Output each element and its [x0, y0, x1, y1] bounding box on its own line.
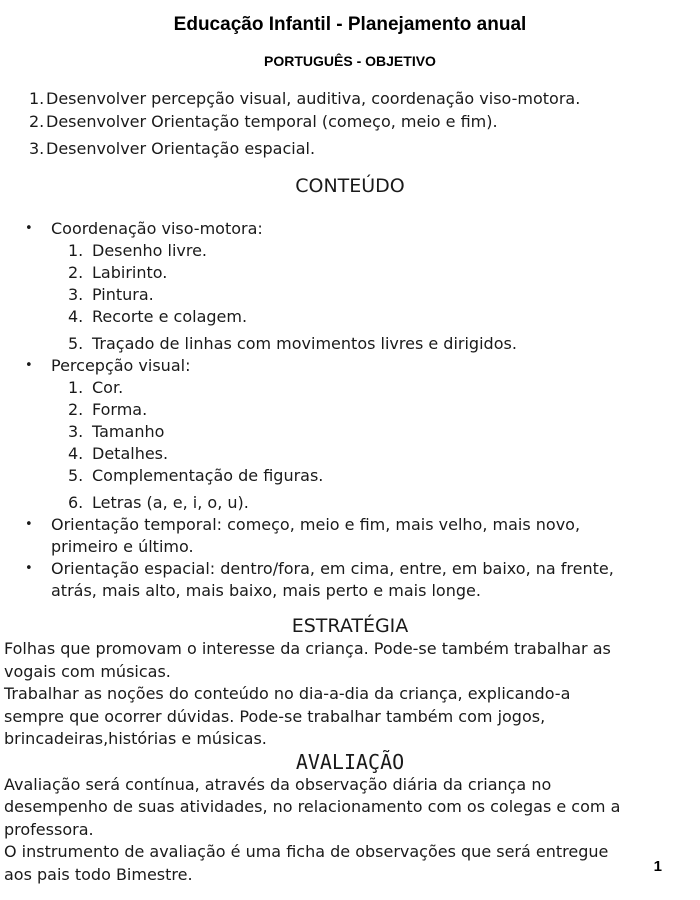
estrategia-paragraphs [4, 638, 696, 751]
bullet-icon: • [25, 358, 33, 373]
topic-label [4, 218, 696, 240]
topic [4, 558, 696, 602]
estrategia-heading: ESTRATÉGIA [291, 615, 409, 637]
list-number: 6. [68, 493, 84, 512]
sublist-item-text: Recorte e colagem. [92, 307, 248, 326]
topic-label-line: Orientação espacial: dentro/fora, em cima, entre, em baixo, na frente, [51, 559, 614, 578]
list-number: 4. [68, 444, 84, 463]
sublist-item-text: Tamanho [92, 422, 165, 441]
objective-text: Desenvolver Orientação espacial. [46, 139, 316, 158]
topic-label-line: Coordenação viso-motora: [51, 219, 263, 238]
list-number: 5. [68, 466, 84, 485]
topic-label-line: Orientação temporal: começo, meio e fim, mais velho, mais novo, [51, 515, 581, 534]
sublist-item-text: Complementação de figuras. [92, 466, 324, 485]
conteudo-heading: CONTEÚDO [295, 175, 405, 197]
sublist-item [4, 240, 696, 262]
avaliacao-line: desempenho de suas atividades, no relacionamento com os colegas e com a [4, 797, 621, 816]
objective-text: Desenvolver Orientação temporal (começo, meio e fim). [46, 112, 498, 131]
topic-label [4, 355, 696, 377]
topic-label-line: atrás, mais alto, mais baixo, mais perto e mais longe. [51, 581, 481, 600]
sublist-item [4, 421, 696, 443]
sublist-item [4, 492, 696, 514]
sublist-item-text: Traçado de linhas com movimentos livres e dirigidos. [92, 334, 517, 353]
avaliacao-heading: AVALIAÇÃO [295, 749, 405, 774]
sublist-item-text: Letras (a, e, i, o, u). [92, 493, 249, 512]
topic-label-line: Percepção visual: [51, 356, 191, 375]
sublist-item [4, 465, 696, 487]
list-number: 2. [68, 400, 84, 419]
list-number: 3. [68, 285, 84, 304]
topic [4, 218, 696, 355]
page-subtitle: PORTUGUÊS - OBJETIVO [264, 53, 436, 69]
sublist-item-text: Cor. [92, 378, 124, 397]
sublist-item [4, 399, 696, 421]
page-number: 1 [653, 858, 662, 875]
topic [4, 355, 696, 514]
topic-label [4, 514, 696, 558]
avaliacao-line: professora. [4, 819, 94, 839]
avaliacao-line: aos pais todo Bimestre. [4, 864, 193, 884]
bullet-icon: • [25, 221, 33, 236]
avaliacao-paragraphs [4, 774, 696, 887]
estrategia-line: sempre que ocorrer dúvidas. Pode-se trabalhar também com jogos, [4, 706, 546, 726]
estrategia-line: vogais com músicas. [4, 661, 171, 681]
list-number: 2. [68, 263, 84, 282]
bullet-icon: • [25, 517, 33, 532]
estrategia-line: Trabalhar as noções do conteúdo no dia-a-dia da criança, explicando-a [4, 684, 571, 703]
topic-label [4, 558, 696, 602]
topic [4, 514, 696, 558]
avaliacao-line: Avaliação será contínua, através da observação diária da criança no [4, 774, 552, 794]
topic-label-line: primeiro e último. [51, 537, 194, 556]
topic-sublist [4, 240, 696, 355]
bullet-icon: • [25, 561, 33, 576]
page-title: Educação Infantil - Planejamento anual [173, 14, 527, 35]
sublist-item-text: Labirinto. [92, 263, 168, 282]
list-number: 4. [68, 307, 84, 326]
list-number: 1. [29, 89, 45, 108]
list-number: 3. [68, 422, 84, 441]
sublist-item [4, 284, 696, 306]
estrategia-line: brincadeiras,histórias e músicas. [4, 729, 267, 748]
sublist-item [4, 443, 696, 465]
objective-item [4, 87, 696, 110]
avaliacao-line: O instrumento de avaliação é uma ficha de observações que será entregue [4, 842, 609, 861]
sublist-item [4, 262, 696, 284]
conteudo-topics [4, 218, 696, 602]
list-number: 3. [29, 139, 45, 158]
list-number: 1. [68, 378, 84, 397]
list-number: 2. [29, 112, 45, 131]
sublist-item-text: Forma. [92, 400, 148, 419]
topic-sublist [4, 377, 696, 514]
sublist-item-text: Detalhes. [92, 444, 169, 463]
sublist-item [4, 306, 696, 328]
sublist-item-text: Desenho livre. [92, 241, 208, 260]
objective-text: Desenvolver percepção visual, auditiva, coordenação viso-motora. [46, 89, 581, 108]
estrategia-line: Folhas que promovam o interesse da criança. Pode-se também trabalhar as [4, 639, 611, 658]
sublist-item [4, 333, 696, 355]
objective-item [4, 137, 696, 160]
list-number: 5. [68, 334, 84, 353]
objectives-list [4, 87, 696, 160]
objective-item [4, 110, 696, 133]
sublist-item-text: Pintura. [92, 285, 154, 304]
sublist-item [4, 377, 696, 399]
list-number: 1. [68, 241, 84, 260]
